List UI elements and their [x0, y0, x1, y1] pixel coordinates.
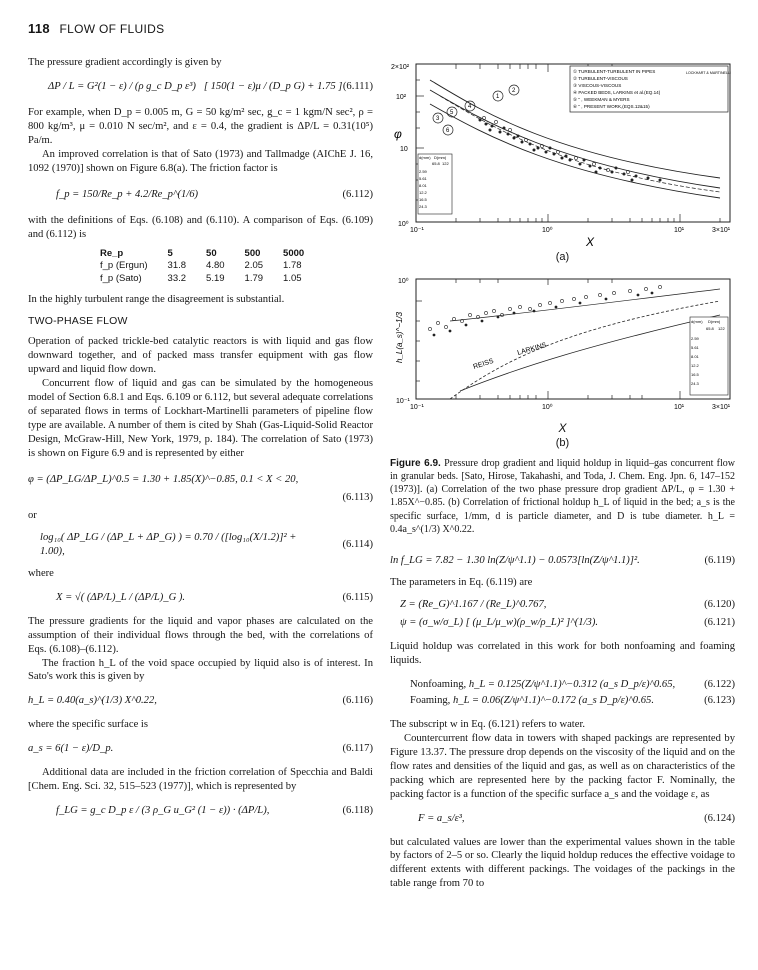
equation-6-123	[390, 694, 735, 708]
inset-row: 16.5	[419, 197, 427, 202]
equation-number: (6.113)	[342, 491, 373, 503]
x-axis-label: X	[586, 235, 595, 249]
equation-expr: X = √( (ΔP/L)_L / (ΔP/L)_G ).	[56, 591, 186, 603]
curve-larkins	[460, 315, 720, 391]
x-tick-label: 10¹	[674, 227, 685, 234]
equation-expr: ψ = (σ_w/σ_L) [ (μ_L/μ_w)(ρ_w/ρ_L)² ]^(1/3).	[400, 616, 599, 628]
equation-label: Nonfoaming,	[410, 678, 467, 690]
paragraph: An improved correlation is that of Sato (1973) and Tallmadge (AIChE J. 16, 1092 (1970)] shown on Figure 6.8(a). The friction factor is	[28, 148, 373, 174]
panel-a-label: (a)	[555, 251, 570, 263]
table-header-cell: 50	[206, 247, 217, 259]
table-header-cell: 500	[244, 247, 261, 259]
inset-header: d(mm)	[691, 318, 703, 324]
equation-6-116	[28, 694, 373, 708]
paragraph: The parameters in Eq. (6.119) are	[390, 576, 533, 588]
equation-expr: h_L = 0.06(Z/ψ^1.1)^−0.172 (a_s D_p/ε)^0.65.	[452, 694, 654, 706]
y-tick-label: 10²	[396, 94, 407, 101]
inset-sub: 65.8	[432, 161, 440, 166]
y-tick-label: 10⁰	[398, 277, 409, 285]
plot-frame	[416, 279, 730, 399]
equation-number: (6.116)	[342, 695, 373, 707]
equation-expr: f_p = 150/Re_p + 4.2/Re_p^(1/6)	[56, 188, 199, 200]
table-header-cell: 5000	[283, 247, 305, 259]
table-cell: 2.05	[244, 260, 264, 272]
curve-label: REISS	[472, 357, 495, 371]
table-cell: 5.19	[206, 272, 225, 284]
equation-expr: ln f_LG = 7.82 − 1.30 ln(Z/ψ^1.1) − 0.0573[ln(Z/ψ^1.1)]².	[390, 554, 640, 566]
running-title: FLOW OF FLUIDS	[59, 22, 165, 36]
table-cell: 33.2	[167, 272, 187, 284]
inset-row: 16.5	[691, 371, 699, 377]
figure-panel-b	[390, 271, 735, 421]
svg-text:6: 6	[446, 128, 450, 134]
equation-6-117	[28, 742, 373, 756]
figure-6-9	[390, 60, 735, 536]
equation-number: (6.123)	[704, 694, 735, 706]
y-tick-label: 10	[400, 146, 408, 153]
paragraph: but calculated values are lower than the experimental values shown in the table by factors of 2–5 or so. Clearly the liquid holdup reduces the effective voidage to different extents with different packings. The voidages of the packings in the table range from 70 to	[390, 836, 735, 890]
x-tick-label: 10⁻¹	[410, 403, 424, 411]
x-tick-label: 10⁰	[542, 403, 553, 411]
connector-text: where the specific surface is	[28, 719, 149, 731]
inset-row: 2.59	[419, 169, 427, 174]
curve-3	[430, 104, 720, 198]
paragraph: with the definitions of Eqs. (6.108) and (6.110). A comparison of Eqs. (6.109) and (6.112) is	[28, 214, 373, 240]
equation-number: (6.124)	[704, 812, 735, 824]
paragraph: The pressure gradients for the liquid and vapor phases are calculated on the assumption of their individual flows through the bed, with the correlations of Eqs. (6.108)–(6.112).	[28, 615, 373, 655]
data-points-open	[428, 285, 661, 330]
right-column	[390, 60, 735, 891]
table-cell: f_p (Sato)	[100, 272, 142, 284]
equation-6-122	[390, 678, 735, 692]
svg-text:4: 4	[468, 104, 472, 110]
equation-6-112	[28, 188, 373, 202]
equation-expr: φ = (ΔP_LG/ΔP_L)^0.5 = 1.30 + 1.85(X)^−0.85, 0.1 < X < 20,	[28, 473, 299, 485]
data-points	[433, 291, 654, 336]
legend-entry: ④ PACKED BEDS, LARKINS et al.(EQ.14)	[573, 90, 661, 95]
inset-row: 12.2	[419, 190, 427, 195]
table-cell: 1.78	[283, 260, 302, 272]
table-header-cell: 5	[167, 247, 173, 259]
equation-number-row	[28, 491, 373, 505]
legend-entry: ① TURBULENT-TURBULENT IN PIPES	[573, 69, 656, 74]
x-tick-label: 10⁰	[542, 227, 553, 234]
x-axis-label: X	[558, 420, 567, 435]
paragraph: Countercurrent flow data in towers with shaped packings are represented by Figure 13.37. The pressure drop depends on the viscosity of the liquid and on the flow rates and densities of the liquid and gas, as well as on characteristics of the packing which are represented here by the packing factor F. Nominally, the packing factor is a function of the specific surface a_s and the voidage ε, as	[390, 732, 735, 800]
equation-number: (6.121)	[704, 616, 735, 628]
comparison-table	[90, 248, 314, 286]
equation-number: (6.120)	[704, 598, 735, 610]
equation-6-115	[28, 591, 373, 605]
equation-number: (6.114)	[342, 538, 373, 550]
inset-row: 24.3	[419, 204, 427, 209]
equation-6-113	[28, 473, 373, 487]
equation-6-111	[28, 80, 373, 94]
caption-text: Pressure drop gradient and liquid holdup in liquid–gas concurrent flow in granular beds. [Sato, Hirose, Takahashi, and Toda, J. Chem. Eng. Jpn. 6, 147–152 (1973)]. (a) Correlation of the two phase pressure drop gradient ΔP/L, φ = 1.30 + 1.85X^−0.85. (b) Correlation of frictional holdup h_L of liquid in the bed; a_s is the specific surface, 1/mm, d is particle diameter, and D is tube diameter. h_L = 0.4a_s^(1/3) X^0.22.	[390, 457, 735, 535]
equation-6-114	[28, 531, 373, 559]
equation-6-120	[390, 598, 735, 612]
equation-6-119	[390, 554, 735, 568]
panel-b-label: (b)	[555, 437, 570, 450]
paragraph: The subscript w in Eq. (6.121) refers to water.	[390, 718, 586, 730]
inset-row: 5.61	[419, 176, 427, 181]
equation-label: Foaming,	[410, 694, 451, 706]
inset-row: 5.61	[691, 344, 699, 350]
page-number: 118	[28, 21, 50, 36]
data-points-open	[482, 116, 629, 173]
inset-row: 12.2	[691, 362, 699, 368]
equation-rhs: [ 150(1 − ε)μ / (D_p G) + 1.75 ]	[203, 80, 343, 92]
x-tick-label: 3×10¹	[712, 403, 731, 411]
y-axis-label: φ	[394, 127, 402, 141]
inset-row: 8.01	[419, 183, 427, 188]
equation-6-118	[28, 804, 373, 818]
svg-text:1: 1	[496, 94, 500, 100]
table-header-cell: Re_p	[100, 247, 124, 259]
x-tick-label: 10⁻¹	[410, 227, 424, 234]
figure-caption	[390, 457, 735, 536]
legend-entry: ⑥ " , PRESENT WORK,(EQS.12&15)	[573, 104, 650, 109]
equation-expr: F = a_s/ε³,	[418, 812, 465, 824]
paragraph: Concurrent flow of liquid and gas can be simulated by the homogeneous model of Section 6.8.1 and Eqs. 6.109 or 6.112, but several adequate correlations of separated flows in terms of Lockhart-Martinelli parameters of pipeline flow type are available. A number of them is cited by Shah (Gas-Liquid-Solid Reactor Design, McGraw-Hill, New York, 1979, p. 184). The correlation of Sato (1973) is shown on Figure 6.9 and is represented by either	[28, 378, 373, 459]
inset-sub: 122	[442, 161, 449, 166]
inset-sub: 65.8	[706, 325, 714, 331]
equation-expr: Z = (Re_G)^1.167 / (Re_L)^0.767,	[400, 598, 547, 610]
legend-entry: ③ VISCOUS-VISCOUS	[573, 83, 622, 88]
inset-sub: 122	[718, 325, 725, 331]
figure-panel-a	[390, 60, 735, 250]
equation-expr: log₁₀( ΔP_LG / (ΔP_L + ΔP_G) ) = 0.70 / ([log₁₀(X/1.2)]² + 1.00),	[40, 531, 297, 557]
legend-side-label: LOCKHART & MARTINELLI	[686, 71, 731, 75]
paragraph: The fraction h_L of the void space occupied by liquid also is of interest. In Sato's work this is given by	[28, 657, 373, 683]
table-row	[90, 260, 314, 273]
y-tick-marks	[416, 301, 422, 381]
paragraph: Liquid holdup was correlated in this work for both nonfoaming and foaming liquids.	[390, 640, 735, 666]
y-axis-label: h_L(a_s)^−1/3	[395, 311, 404, 363]
inset-row: 8.01	[691, 353, 699, 359]
left-column	[28, 56, 373, 828]
equation-number: (6.119)	[704, 554, 735, 566]
y-tick-label: 10⁻¹	[396, 397, 410, 405]
table-cell: f_p (Ergun)	[100, 260, 148, 272]
svg-text:2: 2	[512, 88, 516, 94]
curve-reiss	[450, 301, 720, 399]
connector-text: or	[28, 509, 37, 521]
legend-entry: ② TURBULENT-VISCOUS	[573, 76, 628, 81]
curve-label: LARKINS	[516, 341, 548, 357]
svg-text:3: 3	[436, 116, 440, 122]
equation-number: (6.118)	[342, 805, 373, 817]
equation-number: (6.115)	[342, 591, 373, 603]
page-header	[28, 20, 164, 38]
y-tick-label: 2×10²	[391, 64, 410, 71]
caption-label: Figure 6.9.	[390, 457, 441, 469]
inset-header: d(mm)	[419, 155, 431, 160]
inset-row: 24.3	[691, 380, 699, 386]
equation-expr: h_L = 0.40(a_s)^(1/3) X^0.22,	[28, 695, 157, 707]
inset-header: D(mm)	[708, 318, 721, 324]
paragraph: Additional data are included in the friction correlation of Specchia and Baldi [Chem. Eng. Sci. 32, 515–523 (1977)], which is represented by	[28, 767, 373, 793]
curve-correlation	[450, 289, 720, 321]
table-cell: 1.05	[283, 272, 302, 284]
equation-lhs: ΔP / L = G²(1 − ε) / (ρ g_c D_p ε³)	[48, 80, 196, 92]
paragraph: For example, when D_p = 0.005 m, G = 50 kg/m² sec, g_c = 1 kgm/N sec², ρ = 800 kg/m³, μ = 0.010 N sec/m², and ε = 0.4, the gradient is ΔP/L = 0.31(10⁵) Pa/m.	[28, 106, 373, 146]
paragraph: In the highly turbulent range the disagreement is substantial.	[28, 294, 285, 306]
table-header-row	[90, 248, 314, 261]
equation-number: (6.112)	[342, 188, 373, 200]
table-cell: 1.79	[244, 272, 264, 284]
x-tick-marks	[456, 279, 680, 399]
equation-number: (6.111)	[342, 80, 373, 92]
table-cell: 4.80	[206, 260, 225, 272]
inset-row: 2.59	[691, 335, 699, 341]
table-row	[90, 273, 314, 286]
legend-entry: ⑤ " , WEEKMAN & MYERS	[573, 97, 630, 102]
paragraph: The pressure gradient accordingly is given by	[28, 57, 222, 68]
inset-header: D(mm)	[434, 155, 447, 160]
x-tick-label: 3×10¹	[712, 227, 731, 234]
table-cell: 31.8	[167, 260, 187, 272]
equation-number: (6.122)	[704, 678, 735, 690]
svg-text:5: 5	[450, 110, 454, 116]
equation-6-121	[390, 616, 735, 630]
section-heading: TWO-PHASE FLOW	[28, 315, 128, 328]
equation-expr: a_s = 6(1 − ε)/D_p.	[28, 743, 114, 755]
equation-6-124	[390, 812, 735, 826]
connector-text: where	[28, 567, 54, 579]
paragraph: Operation of packed trickle-bed catalytic reactors is with liquid and gas flow downward together, and of packed mass transfer equipment with gas flow upward and liquid flow down.	[28, 336, 373, 376]
y-tick-label: 10⁰	[398, 221, 409, 228]
equation-expr: f_LG = g_c D_p ε / (3 ρ_G u_G² (1 − ε)) · (ΔP/L),	[56, 805, 270, 817]
equation-expr: h_L = 0.125(Z/ψ^1.1)^−0.312 (a_s D_p/ε)^0.65,	[468, 678, 676, 690]
x-tick-label: 10¹	[674, 403, 685, 411]
equation-number: (6.117)	[342, 743, 373, 755]
